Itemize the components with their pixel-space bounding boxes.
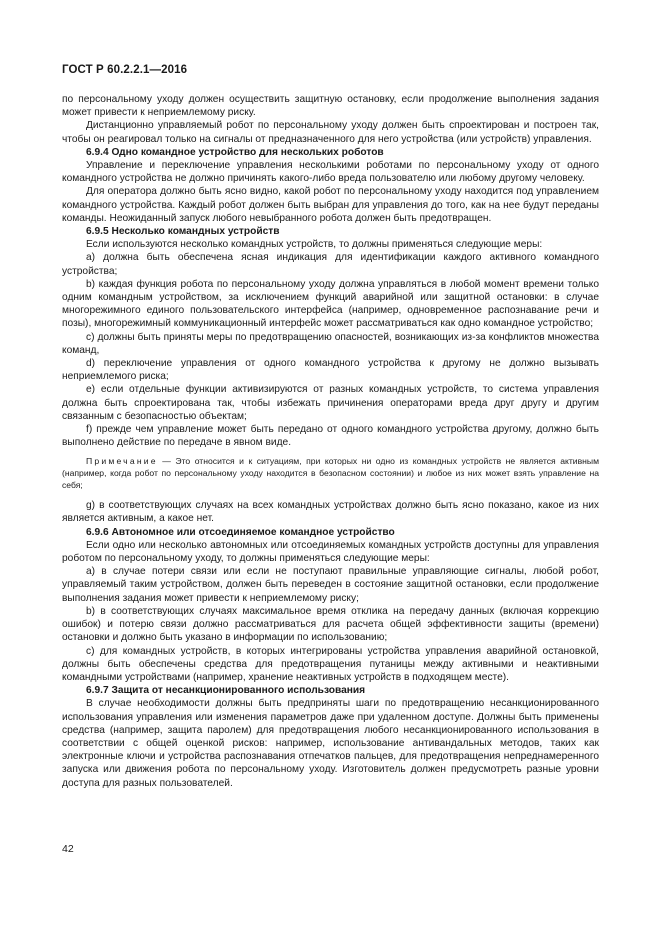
paragraph: Если используются несколько командных устройств, то должны применяться следующие меры: (86, 239, 543, 251)
list-item: f) прежде чем управление может быть передано от одного командного устройства другому, должно быть выполнено действие по передаче в явном виде. (62, 424, 599, 449)
list-item: b) в соответствующих случаях максимальное время отклика на передачу данных (включая коррекцию ошибок) и потерю связи должно рассматриваться для расчета общей эффективности защиты (времени) остановки и должно быть указано в информации по использованию; (62, 605, 599, 644)
note-text: — Это относится и к ситуациям, при которых ни одно из командных устройств не является активным (например, когда робот по персональному уходу находится в безопасном состоянии) и любое из них может взять управление на себя; (62, 456, 599, 490)
document-body (62, 93, 599, 790)
paragraph: по персональному уходу должен осуществить защитную остановку, если продолжение выполнения задания может привести к неприемлемому риску. (62, 94, 599, 119)
paragraph: Управление и переключение управления несколькими роботами по персональному уходу от одного командного устройства не должно причинять какого-либо вреда пользователю или любому другому человеку. (62, 160, 599, 185)
list-item: a) в случае потери связи или если не поступают правильные управляющие сигналы, любой робот, управляемый таким устройством, должен быть переведен в состояние защитной остановки, если продолжение выполнения задания может привести к неприемлемому риску; (62, 566, 599, 604)
section-heading: 6.9.4 Одно командное устройство для нескольких роботов (86, 146, 384, 158)
note-label: Примечание (86, 456, 158, 467)
list-item: b) каждая функция робота по персональному уходу должна управляться в любой момент времени только одним командным устройством, за исключением функций аварийной или защитной остановки: в случае многорежимного единого пользовательского интерфейса (например, одновременное распознавание речи и позы), многорежимный коммуникационный интерфейс может рассматриваться как одно командное устройство; (62, 278, 599, 330)
page-number: 42 (62, 843, 74, 855)
list-item: g) в соответствующих случаях на всех командных устройствах должно быть ясно показано, какое из них является активным, а какое нет. (62, 500, 599, 525)
paragraph: Если одно или несколько автономных или отсоединяемых командных устройств доступны для управления роботом по персональному уходу, то должны применяться следующие меры: (62, 539, 599, 565)
list-item: d) переключение управления от одного командного устройства к другому не должно вызывать неприемлемого риска; (62, 358, 599, 383)
document-header: ГОСТ Р 60.2.2.1—2016 (62, 64, 188, 76)
list-item: e) если отдельные функции активизируются от разных командных устройств, то система управления должна быть спроектирована так, чтобы избежать причинения операторами вреда друг другу и другим связанным с безопасностью объектам; (62, 384, 599, 422)
list-item: c) для командных устройств, в которых интегрированы устройства управления аварийной остановкой, должны быть обеспечены средства для предотвращения путаницы между активными и неактивными командными устройствами (например, хранение неактивных устройств в подходящем месте). (62, 645, 599, 683)
section-heading: 6.9.5 Несколько командных устройств (86, 226, 280, 238)
section-heading: 6.9.7 Защита от несанкционированного использования (86, 685, 366, 697)
note (62, 456, 599, 491)
paragraph: Дистанционно управляемый робот по персональному уходу должен быть спроектирован и построен так, чтобы он реагировал только на сигналы от предназначенного для него устройства (или устройств) управления. (62, 120, 599, 145)
section-heading: 6.9.6 Автономное или отсоединяемое командное устройство (86, 526, 395, 538)
paragraph: В случае необходимости должны быть предприняты шаги по предотвращению несанкционированного использования управления или изменения параметров даже при удаленном доступе. Должны быть применены средства (например, защита паролем) для предотвращения любого несанкционированного использования в соответствии с общей оценкой рисков: например, использование антивандальных методов, таких как электронные ключи и устройства распознавания отпечатков пальцев, для предотвращения непреднамеренного запуска или движения робота по персональному уходу. Изготовитель должен предусмотреть разные уровни доступа для разных пользователей. (62, 698, 599, 789)
paragraph: Для оператора должно быть ясно видно, какой робот по персональному уходу находится под управлением командного устройства. Каждый робот должен быть выбран для управления до того, как на нее будут переданы команды. Неожиданный запуск любого невыбранного робота должен быть предотвращен. (62, 186, 599, 224)
list-item: c) должны быть приняты меры по предотвращению опасностей, возникающих из-за конфликтов множества команд, (62, 331, 599, 356)
list-item: a) должна быть обеспечена ясная индикация для идентификации каждого активного командного устройства; (62, 252, 599, 277)
